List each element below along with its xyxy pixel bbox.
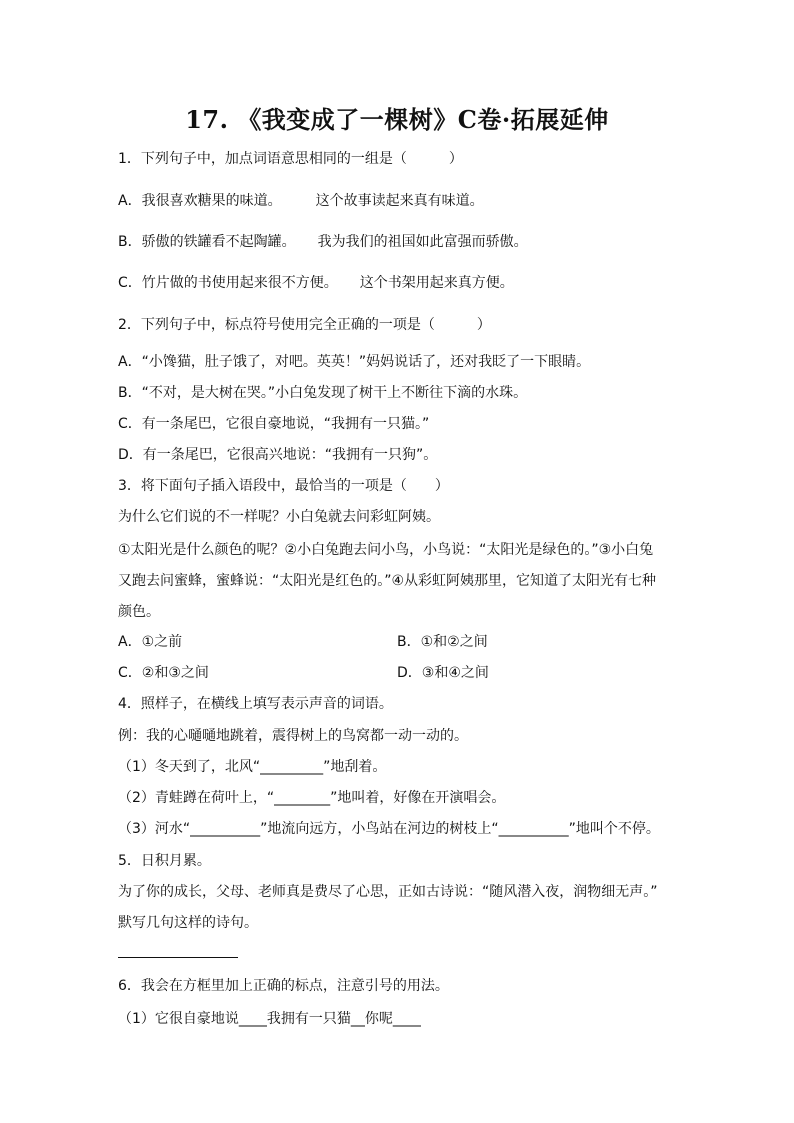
q4-stem: 4．照样子，在横线上填写表示声音的词语。 xyxy=(118,696,393,712)
q5-stem: 5．日积月累。 xyxy=(118,853,211,869)
q5-text-line-2: 默写几句这样的诗句。 xyxy=(118,915,258,931)
q3-paragraph-line-1: ①太阳光是什么颜色的呢？②小白兔跑去问小鸟，小鸟说：“太阳光是绿色的。”③小白兔 xyxy=(118,542,654,558)
q2-option-d: D．有一条尾巴，它很高兴地说：“我拥有一只狗”。 xyxy=(118,447,438,463)
q2-option-b: B．“不对，是大树在哭。”小白兔发现了树干上不断往下滴的水珠。 xyxy=(118,385,528,401)
q2-stem: 2．下列句子中，标点符号使用完全正确的一项是（ ） xyxy=(118,317,491,333)
q1-option-b-left: B．骄傲的铁罐看不起陶罐。 xyxy=(118,234,296,250)
q4-example: 例：我的心嗵嗵地跳着，震得树上的鸟窝都一动一动的。 xyxy=(118,728,468,744)
q5-answer-line xyxy=(118,957,238,958)
q6-stem: 6．我会在方框里加上正确的标点，注意引号的用法。 xyxy=(118,978,449,994)
q1-option-c xyxy=(118,273,514,293)
q2-option-c: C．有一条尾巴，它很自豪地说，“我拥有一只猫。” xyxy=(118,416,430,432)
q5-text-line-1: 为了你的成长，父母、老师真是费尽了心思，正如古诗说：“随风潜入夜，润物细无声。” xyxy=(118,884,658,900)
q3-option-d: D．③和④之间 xyxy=(397,665,489,681)
q3-paragraph-line-3: 颜色。 xyxy=(118,604,160,620)
q4-item-3: （3）河水“__________”地流向远方，小鸟站在河边的树枝上“__________”地叫个不停。 xyxy=(118,821,660,837)
page-title: 17. 《我变成了一棵树》C卷·拓展延伸 xyxy=(185,105,609,134)
q2-option-a: A．“小馋猫，肚子饿了，对吧。英英！”妈妈说话了，还对我眨了一下眼睛。 xyxy=(118,354,591,370)
q1-option-b-right: 我为我们的祖国如此富强而骄傲。 xyxy=(317,234,528,250)
q3-option-a: A．①之前 xyxy=(118,634,183,650)
q3-stem: 3．将下面句子插入语段中，最恰当的一项是（ ） xyxy=(118,478,449,494)
q1-option-a xyxy=(118,191,484,211)
q3-option-c: C．②和③之间 xyxy=(118,665,209,681)
q3-sentence: 为什么它们说的不一样呢？小白兔就去问彩虹阿姨。 xyxy=(118,509,440,525)
q3-paragraph-line-2: 又跑去问蜜蜂，蜜蜂说：“太阳光是红色的。”④从彩虹阿姨那里，它知道了太阳光有七种 xyxy=(118,573,657,589)
q4-item-1: （1）冬天到了，北风“_________”地刮着。 xyxy=(118,759,387,775)
q1-option-c-left: C．竹片做的书使用起来很不方便。 xyxy=(118,275,338,291)
q1-option-c-right: 这个书架用起来真方便。 xyxy=(359,275,514,291)
q6-item-1: （1）它很自豪地说____我拥有一只猫__你呢____ xyxy=(118,1011,421,1027)
q4-item-2: （2）青蛙蹲在荷叶上，“________”地叫着，好像在开演唱会。 xyxy=(118,790,506,806)
q1-option-b xyxy=(118,232,528,252)
q1-option-a-right: 这个故事读起来真有味道。 xyxy=(315,193,484,209)
q1-stem: 1．下列句子中，加点词语意思相同的一组是（ ） xyxy=(118,151,463,167)
q1-option-a-left: A．我很喜欢糖果的味道。 xyxy=(118,193,282,209)
q3-option-b: B．①和②之间 xyxy=(397,634,488,650)
